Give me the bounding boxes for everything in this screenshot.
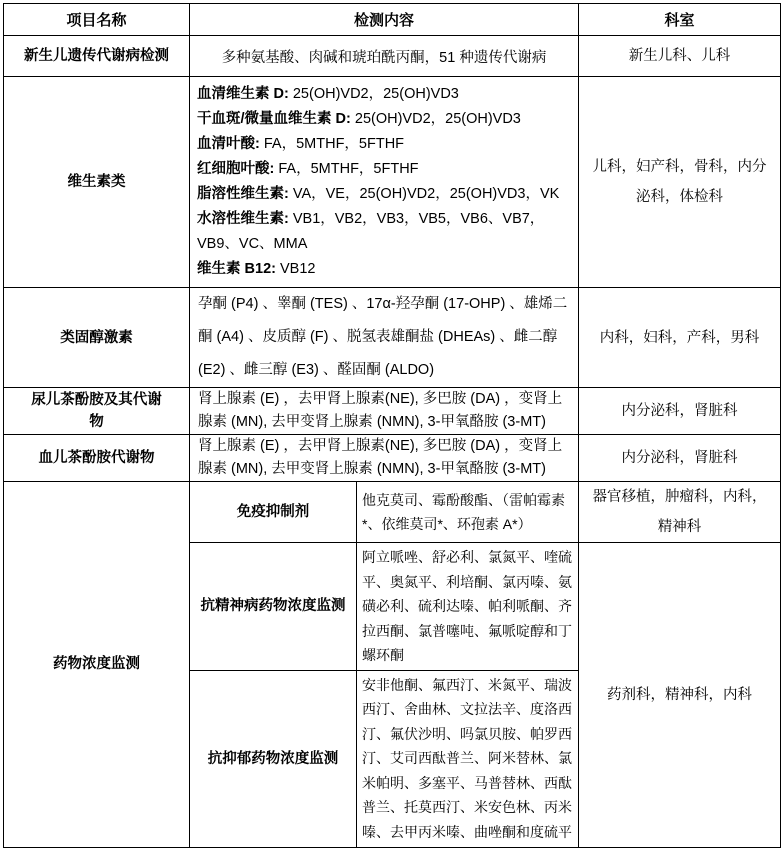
- department-cell: 药剂科，精神科，内科: [579, 543, 781, 848]
- table-row-blood-catecholamines: [4, 435, 781, 482]
- project-name-cell: 药物浓度监测: [4, 482, 190, 848]
- col-header-department: 科室: [579, 4, 781, 36]
- project-name-cell: 类固醇激素: [4, 288, 190, 388]
- content-cell: 他克莫司、霉酚酸酯、（雷帕霉素*、依维莫司*、环孢素 A*）: [357, 482, 579, 543]
- project-name-cell: 维生素类: [4, 77, 190, 288]
- content-cell: 安非他酮、氟西汀、米氮平、瑞波西汀、舍曲林、文拉法辛、度洛西汀、氟伏沙明、吗氯贝胺、帕罗西汀、艾司西酞普兰、阿米替林、氯米帕明、多塞平、马普替林、西酞普兰、托莫西汀、米安色林、丙米嗪、去甲丙米嗪、曲唑酮和度硫平: [357, 670, 579, 847]
- department-cell: 内分泌科，肾脏科: [579, 435, 781, 482]
- content-cell: 多种氨基酸、肉碱和琥珀酰丙酮，51 种遗传代谢病: [190, 36, 579, 77]
- department-cell: 内科，妇科，产科，男科: [579, 288, 781, 388]
- project-name-cell: 尿儿茶酚胺及其代谢物: [4, 388, 190, 435]
- vitamin-line: 血清叶酸: FA，5MTHF，5FTHF: [197, 136, 405, 152]
- department-cell: 新生儿科、儿科: [579, 36, 781, 77]
- table-row-newborn: [4, 36, 781, 77]
- content-cell: 肾上腺素 (E) ，去甲肾上腺素(NE), 多巴胺 (DA) ，变肾上腺素 (MN), 去甲变肾上腺素 (NMN), 3-甲氧酪胺 (3-MT): [190, 388, 579, 435]
- department-cell: 儿科，妇产科，骨科，内分泌科，体检科: [579, 77, 781, 288]
- vitamin-line: 干血斑/微量血维生素 D: 25(OH)VD2，25(OH)VD3: [197, 111, 521, 127]
- department-cell: 内分泌科，肾脏科: [579, 388, 781, 435]
- table-row-immunosuppressants: [4, 482, 781, 543]
- table-row-steroids: [4, 288, 781, 388]
- content-cell: 肾上腺素 (E) ，去甲肾上腺素(NE), 多巴胺 (DA) ，变肾上腺素 (MN), 去甲变肾上腺素 (NMN), 3-甲氧酪胺 (3-MT): [190, 435, 579, 482]
- vitamin-line: 脂溶性维生素: VA，VE，25(OH)VD2，25(OH)VD3，VK: [197, 186, 560, 202]
- project-name-cell: 新生儿遗传代谢病检测: [4, 36, 190, 77]
- subcategory-cell: 抗抑郁药物浓度监测: [190, 670, 357, 847]
- subcategory-cell: 抗精神病药物浓度监测: [190, 543, 357, 671]
- content-cell: 孕酮 (P4) 、睾酮 (TES) 、17α-羟孕酮 (17-OHP) 、雄烯二酮 (A4) 、皮质醇 (F) 、脱氢表雄酮盐 (DHEAs) 、雌二醇 (E2) 、雌三醇 (E3) 、醛固酮 (ALDO): [190, 288, 579, 388]
- vitamin-line: 红细胞叶酸: FA，5MTHF，5FTHF: [197, 161, 419, 177]
- col-header-project: 项目名称: [4, 4, 190, 36]
- project-name-cell: 血儿茶酚胺代谢物: [4, 435, 190, 482]
- table-row-vitamins: [4, 77, 781, 288]
- subcategory-cell: 免疫抑制剂: [190, 482, 357, 543]
- content-cell: 阿立哌唑、舒必利、氯氮平、喹硫平、奥氮平、利培酮、氯丙嗪、氨磺必利、硫利达嗪、帕利哌酮、齐拉西酮、氯普噻吨、氟哌啶醇和丁螺环酮: [357, 543, 579, 671]
- vitamin-line: 水溶性维生素: VB1，VB2，VB3，VB5，VB6、VB7，VB9、VC、MMA: [197, 211, 545, 252]
- content-cell: [190, 77, 579, 288]
- vitamin-line: 血清维生素 D: 25(OH)VD2，25(OH)VD3: [197, 86, 459, 102]
- vitamin-line: 维生素 B12: VB12: [197, 261, 316, 277]
- department-cell: 器官移植，肿瘤科，内科，精神科: [579, 482, 781, 543]
- header-row: [4, 4, 781, 36]
- test-items-table: [3, 3, 781, 848]
- col-header-content: 检测内容: [190, 4, 579, 36]
- table-row-urine-catecholamines: [4, 388, 781, 435]
